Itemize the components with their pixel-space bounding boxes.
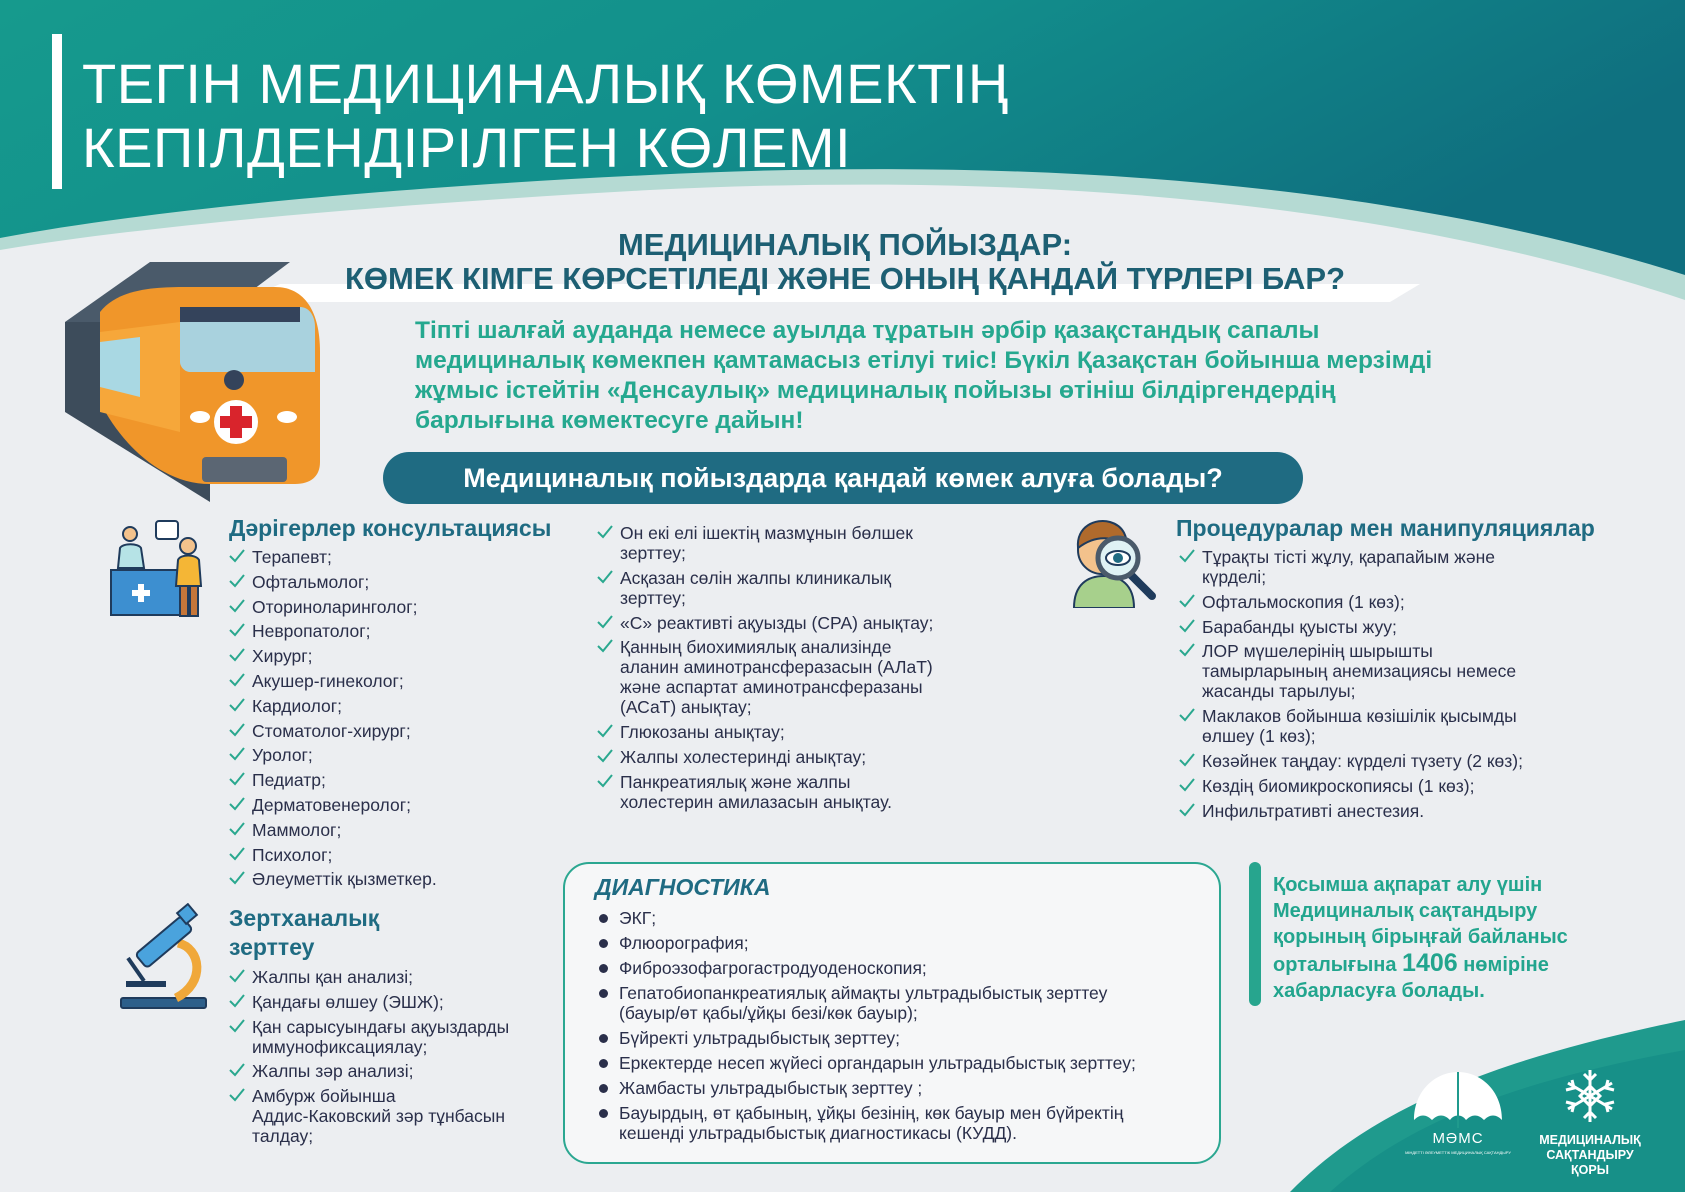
doctor-consultation-icon <box>108 520 213 620</box>
list-item: Жалпы қан анализі; <box>228 967 558 987</box>
check-icon <box>1178 802 1196 818</box>
check-icon <box>228 746 246 762</box>
check-icon <box>228 993 246 1009</box>
diagnostics-list <box>597 908 1217 1148</box>
list-item: ЭКГ; <box>597 908 1217 928</box>
list-item: Асқазан сөлін жалпы клиникалық зерттеу; <box>596 568 996 608</box>
section-heading-line1: МЕДИЦИНАЛЫҚ ПОЙЫЗДАР: <box>617 227 1073 262</box>
check-icon <box>596 638 614 654</box>
check-icon <box>228 1087 246 1103</box>
list-item: Хирург; <box>228 646 558 666</box>
list-item: Көздің биомикроскопиясы (1 көз); <box>1178 776 1628 796</box>
list-item: Оториноларинголог; <box>228 597 558 617</box>
check-icon <box>1178 548 1196 564</box>
list-item: Бүйректі ультрадыбыстық зерттеу; <box>597 1028 1217 1048</box>
list-item: Тұрақты тісті жұлу, қарапайым және күрделі; <box>1178 547 1628 587</box>
magnifier-eye-icon <box>1066 514 1164 608</box>
title-accent-bar <box>52 34 62 189</box>
msms-logo-subtext: МІНДЕТТІ ӘЛЕУМЕТТІК МЕДИЦИНАЛЫҚ САҚТАНДЫРУ <box>1405 1150 1511 1155</box>
check-icon <box>596 748 614 764</box>
contact-phone-number: 1406 <box>1402 949 1458 977</box>
bullet-icon <box>599 1084 608 1093</box>
page-title <box>82 52 1082 180</box>
list-item: Еркектерде несеп жүйесі органдарын ультрадыбыстық зерттеу; <box>597 1053 1217 1073</box>
list-item: ЛОР мүшелерінің шырышты тамырларының анемизациясы немесе жасанды тарылуы; <box>1178 641 1628 701</box>
list-item: Қан сарысуындағы ақуыздарды иммунофиксациялау; <box>228 1017 558 1057</box>
diagnostics-box <box>563 862 1221 1164</box>
check-icon <box>596 723 614 739</box>
section-heading <box>250 228 1440 296</box>
consultations-title: Дәрігерлер консультациясы <box>229 515 552 541</box>
bullet-icon <box>599 989 608 998</box>
check-icon <box>228 771 246 787</box>
list-item: Педиатр; <box>228 770 558 790</box>
contact-info <box>1273 872 1673 1004</box>
check-icon <box>228 722 246 738</box>
contact-line: орталығына 1406 нөміріне <box>1273 949 1549 977</box>
intro-line: Тіпті шалғай ауданда немесе ауылда тұратын әрбір қазақстандық сапалы <box>415 317 1320 344</box>
check-icon <box>228 870 246 886</box>
list-item: Гепатобиопанкреатиялық аймақты ультрадыбыстық зерттеу (бауыр/өт қабы/ұйқы безі/көк бауыр); <box>597 983 1217 1023</box>
diagnostics-title: ДИАГНОСТИКА <box>595 874 771 900</box>
list-item: Фиброэзофагрогастродуоденоскопия; <box>597 958 1217 978</box>
list-item: Кардиолог; <box>228 696 558 716</box>
lab-more-list <box>596 523 996 817</box>
list-item: Амбурж бойынша Аддис-Каковский зәр тұнбасын талдау; <box>228 1086 558 1146</box>
intro-line: медициналық көмекпен қамтамасыз етілуі тиіс! Бүкіл Қазақстан бойынша мерзімді <box>415 347 1433 374</box>
list-item: Терапевт; <box>228 547 558 567</box>
list-item: Көзәйнек таңдау: күрделі түзету (2 көз); <box>1178 751 1628 771</box>
contact-line: Қосымша ақпарат алу үшін <box>1273 874 1543 896</box>
list-item: Қандағы өлшеу (ЭШЖ); <box>228 992 558 1012</box>
check-icon <box>228 821 246 837</box>
check-icon <box>1178 707 1196 723</box>
list-item: Панкреатиялық және жалпы холестерин амилазасын анықтау. <box>596 772 996 812</box>
page-title-line2: КЕПІЛДЕНДІРІЛГЕН КӨЛЕМІ <box>82 116 852 179</box>
contact-accent-bar <box>1249 862 1261 1006</box>
list-item: Офтальмоскопия (1 көз); <box>1178 592 1628 612</box>
check-icon <box>228 598 246 614</box>
check-icon <box>596 524 614 540</box>
check-icon <box>228 1018 246 1034</box>
check-icon <box>228 647 246 663</box>
contact-line: хабарласуға болады. <box>1273 980 1485 1002</box>
contact-line: Медициналық сақтандыру <box>1273 900 1538 922</box>
check-icon <box>1178 777 1196 793</box>
list-item: Акушер-гинеколог; <box>228 671 558 691</box>
bullet-icon <box>599 1059 608 1068</box>
bullet-icon <box>599 914 608 923</box>
check-icon <box>1178 642 1196 658</box>
msms-logo-text: МӘМС <box>1432 1130 1484 1147</box>
list-item: Жалпы холестеринді анықтау; <box>596 747 996 767</box>
list-item: Бауырдың, өт қабының, ұйқы безінің, көк бауыр мен бүйректің кешенді ультрадыбыстық диагностикасы (КУДД). <box>597 1103 1217 1143</box>
list-item: Психолог; <box>228 845 558 865</box>
list-item: Маммолог; <box>228 820 558 840</box>
consultations-list <box>228 547 558 894</box>
list-item: Офтальмолог; <box>228 572 558 592</box>
check-icon <box>596 773 614 789</box>
check-icon <box>1178 618 1196 634</box>
intro-line: жұмыс істейтін «Денсаулық» медициналық пойызы өтініш білдіргендердің <box>415 377 1336 404</box>
list-item: Әлеуметтік қызметкер. <box>228 869 558 889</box>
check-icon <box>228 697 246 713</box>
check-icon <box>228 796 246 812</box>
list-item: Уролог; <box>228 745 558 765</box>
list-item: Невропатолог; <box>228 621 558 641</box>
procedures-title: Процедуралар мен манипуляциялар <box>1176 515 1595 541</box>
lab-title <box>229 904 379 962</box>
lab-title-line1: Зертханалық <box>229 905 380 931</box>
list-item: Инфильтративті анестезия. <box>1178 801 1628 821</box>
list-item: Он екі елі ішектің мазмұнын бөлшек зерттеу; <box>596 523 996 563</box>
check-icon <box>228 1062 246 1078</box>
check-icon <box>228 846 246 862</box>
procedures-list <box>1178 547 1628 825</box>
fund-logo-text: МЕДИЦИНАЛЫҚ САҚТАНДЫРУ ҚОРЫ <box>1539 1133 1641 1177</box>
umbrella-logo-icon <box>1410 1068 1506 1128</box>
list-item: Глюкозаны анықтау; <box>596 722 996 742</box>
check-icon <box>1178 752 1196 768</box>
list-item: «С» реактивті ақуызды (СРА) анықтау; <box>596 613 996 633</box>
intro-line: барлығына көмектесуге дайын! <box>415 407 804 434</box>
medical-train-icon <box>60 262 360 502</box>
bullet-icon <box>599 964 608 973</box>
list-item: Жамбасты ультрадыбыстық зерттеу ; <box>597 1078 1217 1098</box>
check-icon <box>596 614 614 630</box>
list-item: Жалпы зәр анализі; <box>228 1061 558 1081</box>
question-banner: Медициналық пойыздарда қандай көмек алуға болады? <box>383 452 1303 504</box>
check-icon <box>228 968 246 984</box>
list-item: Маклаков бойынша көзішілік қысымды өлшеу (1 көз); <box>1178 706 1628 746</box>
lab-list <box>228 967 558 1151</box>
check-icon <box>228 548 246 564</box>
list-item: Барабанды қуысты жуу; <box>1178 617 1628 637</box>
contact-line: қорының бірыңғай байланыс <box>1273 926 1568 948</box>
snowflake-logo-icon <box>1560 1066 1620 1126</box>
bullet-icon <box>599 1109 608 1118</box>
bullet-icon <box>599 1034 608 1043</box>
check-icon <box>1178 593 1196 609</box>
list-item: Флюорография; <box>597 933 1217 953</box>
list-item: Стоматолог-хирург; <box>228 721 558 741</box>
check-icon <box>596 569 614 585</box>
check-icon <box>228 672 246 688</box>
intro-text <box>415 316 1615 436</box>
lab-title-line2: зерттеу <box>229 934 315 960</box>
bullet-icon <box>599 939 608 948</box>
section-heading-line2: КӨМЕК КІМГЕ КӨРСЕТІЛЕДІ ЖӘНЕ ОНЫҢ ҚАНДАЙ ТҮРЛЕРІ БАР? <box>344 261 1346 296</box>
page-title-line1: ТЕГІН МЕДИЦИНАЛЫҚ КӨМЕКТІҢ <box>82 52 1009 115</box>
check-icon <box>228 573 246 589</box>
list-item: Қанның биохимиялық анализінде аланин аминотрансферазасын (АЛаТ) және аспартат аминотрансферазаны (АСаТ) анықтау; <box>596 637 996 717</box>
check-icon <box>228 622 246 638</box>
list-item: Дерматовенеролог; <box>228 795 558 815</box>
microscope-icon <box>116 903 211 1013</box>
